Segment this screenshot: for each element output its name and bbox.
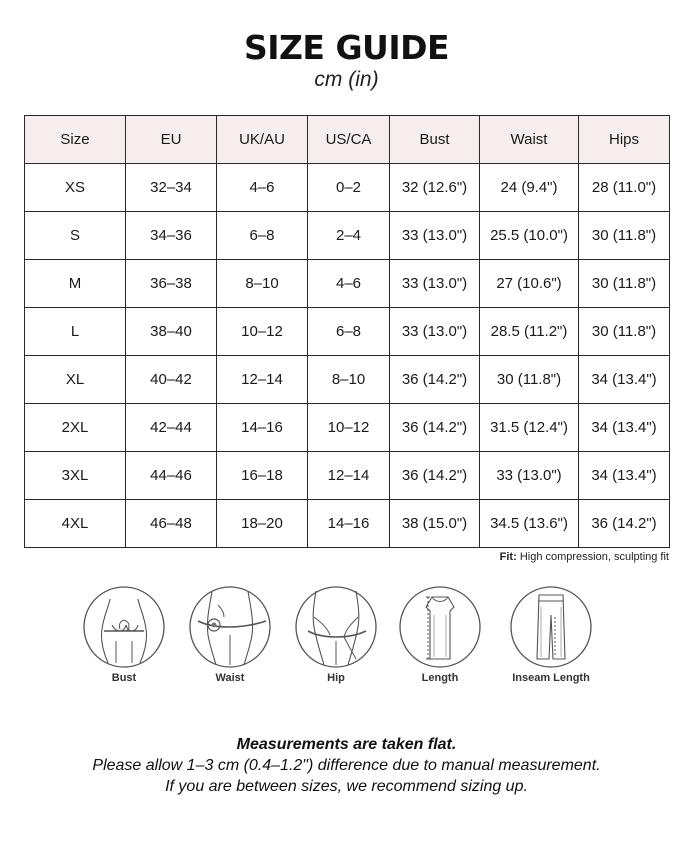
sizing-advice-line: If you are between sizes, we recommend sizing up. xyxy=(165,778,528,795)
table-cell: 32–34 xyxy=(126,164,217,212)
measurement-note-line: Please allow 1–3 cm (0.4–1.2") difference due to manual measurement. xyxy=(92,757,601,774)
table-cell: 34–36 xyxy=(126,212,217,260)
column-header: US/CA xyxy=(308,116,390,164)
table-cell: 38 (15.0") xyxy=(390,500,480,548)
column-header: UK/AU xyxy=(217,116,308,164)
table-row xyxy=(25,308,670,356)
illustration-label: Hip xyxy=(327,672,345,684)
table-cell: 28.5 (11.2") xyxy=(480,308,579,356)
table-cell: 34 (13.4") xyxy=(579,404,670,452)
table-cell: 30 (11.8") xyxy=(480,356,579,404)
table-cell: 3XL xyxy=(25,452,126,500)
length-measure-icon xyxy=(398,585,482,669)
table-cell: 25.5 (10.0") xyxy=(480,212,579,260)
waist-illustration xyxy=(186,585,274,684)
fit-note xyxy=(500,551,669,563)
table-cell: 36–38 xyxy=(126,260,217,308)
table-cell: 12–14 xyxy=(217,356,308,404)
table-cell: XS xyxy=(25,164,126,212)
table-cell: 4–6 xyxy=(217,164,308,212)
table-row xyxy=(25,404,670,452)
hip-illustration xyxy=(292,585,380,684)
table-cell: L xyxy=(25,308,126,356)
size-table xyxy=(24,115,670,548)
inseam-measure-icon xyxy=(509,585,593,669)
table-cell: 8–10 xyxy=(308,356,390,404)
table-cell: 36 (14.2") xyxy=(579,500,670,548)
measurement-note-heading: Measurements are taken flat. xyxy=(236,736,457,753)
column-header: Hips xyxy=(579,116,670,164)
bust-illustration xyxy=(80,585,168,684)
table-cell: 44–46 xyxy=(126,452,217,500)
table-cell: 33 (13.0") xyxy=(390,212,480,260)
table-cell: 27 (10.6") xyxy=(480,260,579,308)
table-cell: 14–16 xyxy=(217,404,308,452)
table-cell: 33 (13.0") xyxy=(390,260,480,308)
table-cell: 32 (12.6") xyxy=(390,164,480,212)
table-cell: 2–4 xyxy=(308,212,390,260)
measurement-illustrations xyxy=(80,585,610,695)
table-cell: 33 (13.0") xyxy=(390,308,480,356)
table-cell: 18–20 xyxy=(217,500,308,548)
table-cell: 30 (11.8") xyxy=(579,212,670,260)
fit-text: High compression, sculpting fit xyxy=(519,551,669,563)
table-cell: 14–16 xyxy=(308,500,390,548)
table-row xyxy=(25,260,670,308)
table-header-row xyxy=(25,116,670,164)
table-cell: 34.5 (13.6") xyxy=(480,500,579,548)
illustration-label: Bust xyxy=(111,672,137,684)
bust-measure-icon xyxy=(82,585,166,669)
table-cell: S xyxy=(25,212,126,260)
table-cell: 24 (9.4") xyxy=(480,164,579,212)
table-cell: 4–6 xyxy=(308,260,390,308)
unit-subtitle: cm (in) xyxy=(314,68,379,91)
fit-label: Fit: xyxy=(499,551,517,563)
illustration-label: Length xyxy=(421,672,459,684)
table-cell: 40–42 xyxy=(126,356,217,404)
column-header: Waist xyxy=(480,116,579,164)
table-cell: M xyxy=(25,260,126,308)
inseam-illustration xyxy=(496,585,606,684)
table-cell: 6–8 xyxy=(308,308,390,356)
table-cell: 12–14 xyxy=(308,452,390,500)
table-cell: 0–2 xyxy=(308,164,390,212)
table-row xyxy=(25,356,670,404)
table-cell: 36 (14.2") xyxy=(390,452,480,500)
table-cell: 34 (13.4") xyxy=(579,356,670,404)
table-cell: 36 (14.2") xyxy=(390,356,480,404)
table-cell: 46–48 xyxy=(126,500,217,548)
table-row xyxy=(25,164,670,212)
column-header: Size xyxy=(25,116,126,164)
table-cell: XL xyxy=(25,356,126,404)
table-row xyxy=(25,500,670,548)
table-cell: 8–10 xyxy=(217,260,308,308)
illustration-label: Waist xyxy=(215,672,245,684)
waist-measure-icon xyxy=(188,585,272,669)
column-header: Bust xyxy=(390,116,480,164)
table-cell: 6–8 xyxy=(217,212,308,260)
illustration-label: Inseam Length xyxy=(512,672,590,684)
table-cell: 30 (11.8") xyxy=(579,260,670,308)
table-cell: 10–12 xyxy=(308,404,390,452)
table-cell: 10–12 xyxy=(217,308,308,356)
page-title: SIZE GUIDE xyxy=(243,28,450,67)
table-cell: 16–18 xyxy=(217,452,308,500)
table-cell: 31.5 (12.4") xyxy=(480,404,579,452)
table-cell: 42–44 xyxy=(126,404,217,452)
table-cell: 30 (11.8") xyxy=(579,308,670,356)
length-illustration xyxy=(396,585,484,684)
table-cell: 33 (13.0") xyxy=(480,452,579,500)
table-row xyxy=(25,452,670,500)
table-cell: 36 (14.2") xyxy=(390,404,480,452)
table-cell: 38–40 xyxy=(126,308,217,356)
hip-measure-icon xyxy=(294,585,378,669)
table-cell: 34 (13.4") xyxy=(579,452,670,500)
table-cell: 28 (11.0") xyxy=(579,164,670,212)
table-row xyxy=(25,212,670,260)
table-cell: 2XL xyxy=(25,404,126,452)
column-header: EU xyxy=(126,116,217,164)
table-cell: 4XL xyxy=(25,500,126,548)
